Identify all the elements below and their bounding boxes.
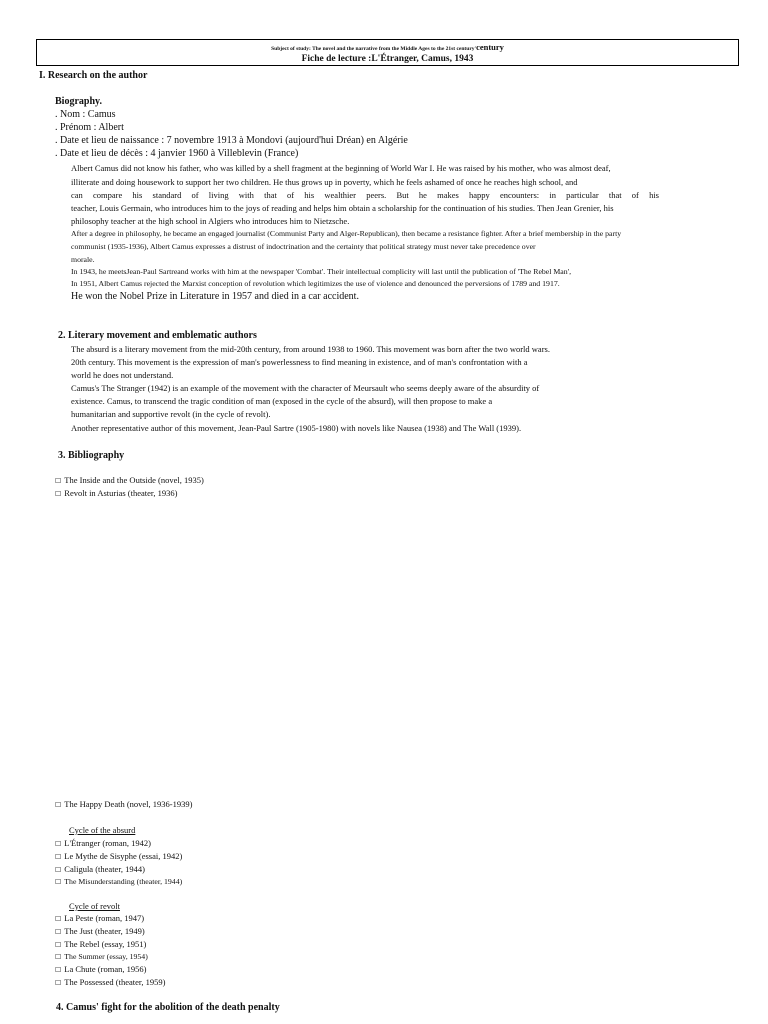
- bio-paragraph-line: can compare his standard of living with that of his wealthier peers. But he makes happy encounters: in particular that of his: [71, 190, 659, 200]
- fiche-title: Fiche de lecture :L'Étranger, Camus, 1943: [301, 54, 474, 64]
- bibliography-item: ☐ The Possessed (theater, 1959): [55, 977, 166, 987]
- nobel-line: He won the Nobel Prize in Literature in 1957 and died in a car accident.: [71, 291, 359, 302]
- section-4-title: 4. Camus' fight for the abolition of the death penalty: [56, 1002, 280, 1013]
- bibliography-item: ☐ The Misunderstanding (theater, 1944): [55, 877, 183, 886]
- bibliography-item: ☐ Caligula (theater, 1944): [55, 864, 145, 874]
- checkbox-icon: ☐: [55, 979, 62, 987]
- bio-item: . Nom : Camus: [55, 109, 116, 120]
- checkbox-icon: ☐: [55, 878, 62, 886]
- checkbox-icon: ☐: [55, 966, 62, 974]
- bio-paragraph-line: communist (1935-1936), Albert Camus expresses a distrust of indoctrination and the certainty that political strategy must never take precedence over: [71, 242, 536, 251]
- bibliography-item: ☐ The Summer (essay, 1954): [55, 952, 148, 961]
- checkbox-icon: ☐: [55, 953, 62, 961]
- section-3-title: 3. Bibliography: [58, 450, 125, 461]
- biography-heading: Biography.: [55, 96, 102, 107]
- bio-paragraph-line: After a degree in philosophy, he became an engaged journalist (Communist Party and Alger-Republican), then became a resistance fighter. After a brief membership in the party: [71, 229, 622, 238]
- bibliography-item: ☐ The Inside and the Outside (novel, 1935): [55, 475, 204, 485]
- bibliography-item: ☐ Revolt in Asturias (theater, 1936): [55, 488, 178, 498]
- movement-line: 20th century. This movement is the expression of man's powerlessness to find meaning in existence, and of man's confrontation with a: [71, 357, 528, 367]
- bibliography-item: ☐ The Rebel (essay, 1951): [55, 939, 147, 949]
- movement-line: humanitarian and supportive revolt (in the cycle of revolt).: [71, 409, 271, 419]
- bibliography-item: ☐ La Chute (roman, 1956): [55, 964, 147, 974]
- bibliography-item: ☐ The Happy Death (novel, 1936-1939): [55, 799, 193, 809]
- section-2-title: 2. Literary movement and emblematic authors: [58, 330, 257, 341]
- checkbox-icon: ☐: [55, 928, 62, 936]
- checkbox-icon: ☐: [55, 915, 62, 923]
- bio-item: . Prénom : Albert: [55, 122, 124, 133]
- bio-paragraph-line: Albert Camus did not know his father, who was killed by a shell fragment at the beginning of World War I. He was raised by his mother, who was almost deaf,: [71, 163, 611, 173]
- movement-line: Camus's The Stranger (1942) is an example of the movement with the character of Meursault who seems deeply aware of the absurdity of: [71, 383, 540, 393]
- cycle-revolt-heading: Cycle of revolt: [69, 901, 120, 911]
- bio-paragraph-line: illiterate and doing housework to support her two children. He thus grows up in poverty, which he feels ashamed of once he reaches high school, and: [71, 177, 578, 187]
- bio-paragraph-line: In 1943, he meetsJean-Paul Sartreand works with him at the newspaper 'Combat'. Their intellectual complicity will last until the publication of 'The Rebel Man',: [71, 267, 572, 276]
- bibliography-item: ☐ Le Mythe de Sisyphe (essai, 1942): [55, 851, 183, 861]
- movement-line: Another representative author of this movement, Jean-Paul Sartre (1905-1980) with novels like Nausea (1938) and The Wall (1939).: [71, 423, 522, 433]
- subject-of-study: Subject of study: The novel and the narrative from the Middle Ages to the 21st century'century: [271, 42, 504, 52]
- movement-line: The absurd is a literary movement from the mid-20th century, from around 1938 to 1960. This movement was born after the two world wars.: [71, 344, 550, 354]
- bio-paragraph-line: philosophy teacher at the high school in Algiers who introduces him to Nietzsche.: [71, 216, 350, 226]
- bio-item: . Date et lieu de naissance : 7 novembre 1913 à Mondovi (aujourd'hui Dréan) en Algérie: [55, 135, 408, 146]
- bibliography-item: ☐ L'Étranger (roman, 1942): [55, 838, 152, 848]
- bibliography-item: ☐ La Peste (roman, 1947): [55, 913, 145, 923]
- movement-line: existence. Camus, to transcend the tragic condition of man (exposed in the cycle of the absurd), will then propose to make a: [71, 396, 493, 406]
- checkbox-icon: ☐: [55, 941, 62, 949]
- cycle-absurd-heading: Cycle of the absurd: [69, 825, 136, 835]
- movement-line: world he does not understand.: [71, 370, 174, 380]
- bio-paragraph-line: teacher, Louis Germain, who introduces him to the joys of reading and helps him obtain a scholarship for the continuation of his studies. Then Jean Grenier, his: [71, 203, 614, 213]
- checkbox-icon: ☐: [55, 477, 62, 485]
- section-1-title: I. Research on the author: [39, 70, 148, 81]
- checkbox-icon: ☐: [55, 853, 62, 861]
- header-box: [36, 39, 739, 66]
- bio-paragraph-line: In 1951, Albert Camus rejected the Marxist conception of revolution which legitimizes the use of violence and denounced the perversions of 1789 and 1917.: [71, 279, 560, 288]
- checkbox-icon: ☐: [55, 801, 62, 809]
- checkbox-icon: ☐: [55, 840, 62, 848]
- bibliography-item: ☐ The Just (theater, 1949): [55, 926, 145, 936]
- checkbox-icon: ☐: [55, 490, 62, 498]
- checkbox-icon: ☐: [55, 866, 62, 874]
- bio-paragraph-line: morale.: [71, 255, 95, 264]
- bio-item: . Date et lieu de décès : 4 janvier 1960 à Villeblevin (France): [55, 148, 299, 159]
